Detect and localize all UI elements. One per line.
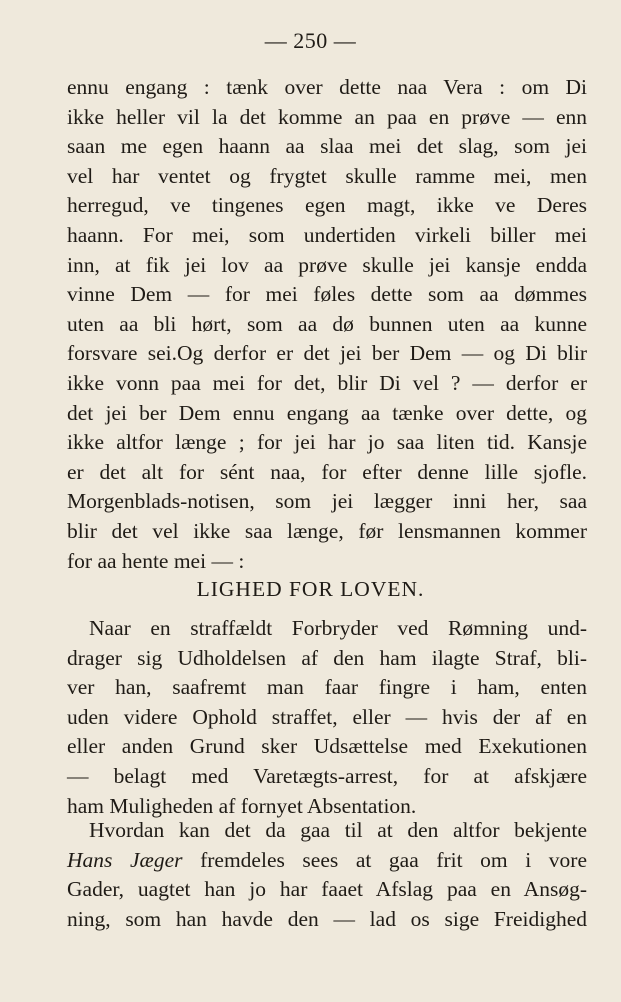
text-line: Gader, uagtet han jo har faaet Afslag paa en Ansøg- [67,877,587,902]
text-line: for aa hente mei — : [67,548,245,573]
text-line: haann. For mei, som undertiden virkeli biller mei [67,222,587,247]
text-fragment: fremdeles sees at gaa frit om i vore [182,847,587,872]
text-line: ver han, saafremt man faar fingre i ham, enten [67,675,587,700]
text-line: uden videre Ophold straffet, eller — hvis der af en [67,704,587,729]
text-line: vel har ventet og frygtet skulle ramme mei, men [67,163,587,188]
text-line: ikke vonn paa mei for det, blir Di vel ? — derfor er [67,370,587,395]
paragraph-notice [67,614,587,821]
text-line: — belagt med Varetægts-arrest, for at afskjære [67,763,587,788]
text-line: ennu engang : tænk over dette naa Vera : om Di [67,75,587,99]
paragraph-question [67,816,587,934]
text-line: ikke altfor længe ; for jei har jo saa liten tid. Kansje [67,430,587,455]
text-line: eller anden Grund sker Udsættelse med Exekutionen [67,734,587,759]
text-line: Morgenblads-notisen, som jei lægger inni her, saa [67,489,587,514]
text-line: Hvordan kan det da gaa til at den altfor bekjente [89,818,587,842]
text-line: uten aa bli hørt, som aa dø bunnen uten aa kunne [67,311,587,336]
paragraph-letter [67,73,587,576]
text-line: herregud, ve tingenes egen magt, ikke ve Deres [67,193,587,218]
text-line: saan me egen haann aa slaa mei det slag, som jei [67,134,587,159]
text-line: inn, at fik jei lov aa prøve skulle jei kansje endda [67,252,587,277]
text-line: det jei ber Dem ennu engang aa tænke over dette, og [67,400,587,425]
text-line: Naar en straffældt Forbryder ved Rømning und- [89,616,587,640]
page-number: — 250 — [264,28,357,53]
text-line: ning, som han havde den — lad os sige Freidighed [67,906,587,931]
text-line: drager sig Udholdelsen af den ham ilagte Straf, bli- [67,645,587,670]
text-line: forsvare sei.Og derfor er det jei ber Dem — og Di blir [67,341,587,366]
section-heading: LIGHED FOR LOVEN. [196,577,425,601]
text-line: er det alt for sént naa, for efter denne lille sjofle. [67,459,587,484]
text-line: ikke heller vil la det komme an paa en prøve — enn [67,104,587,129]
text-line: vinne Dem — for mei føles dette som aa dømmes [67,282,587,307]
italic-name: Hans Jæger [67,847,183,872]
text-line: ham Muligheden af fornyet Absentation. [67,793,417,818]
text-line [67,846,587,876]
text-line: blir det vel ikke saa længe, før lensmannen kommer [67,518,587,543]
